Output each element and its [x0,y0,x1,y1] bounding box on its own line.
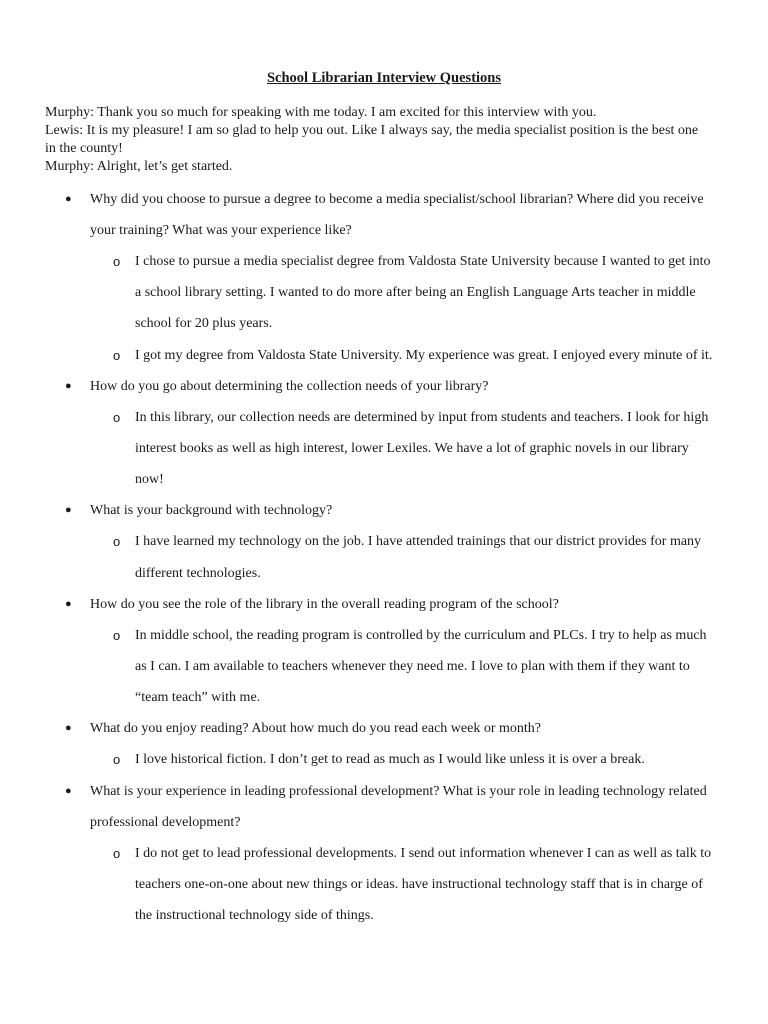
question-text: What do you enjoy reading? About how much do you read each week or month? [90,721,541,737]
circle-bullet-icon: o [113,534,121,550]
document-title: School Librarian Interview Questions [266,70,502,86]
question-text: How do you go about determining the collection needs of your library? [90,378,489,394]
circle-bullet-icon: o [113,409,121,425]
answer-item [0,620,713,714]
question-item [0,776,712,932]
answer-list [90,526,708,588]
bullet-icon: ● [65,722,72,735]
intro-dialogue [45,104,710,176]
question-text: Why did you choose to pursue a degree to become a media specialist/school librarian? Where did you receive your training? What was your experience like? [90,192,704,238]
answer-text: In middle school, the reading program is controlled by the curriculum and PLCs. I try to help as much as I can. I am available to teachers whenever they need me. I love to plan with them if they want to “team teach” with me. [135,627,707,706]
question-list [0,184,768,931]
bullet-icon: ● [65,379,72,392]
circle-bullet-icon: o [113,845,121,861]
answer-text: I have learned my technology on the job. I have attended trainings that our district provides for many different technologies. [135,534,702,581]
answer-list [90,246,713,371]
answer-list [90,620,708,714]
bullet-icon: ● [65,504,72,517]
answer-item [0,246,713,340]
answer-text: In this library, our collection needs are determined by input from students and teachers. I look for high interest books as well as high interest, lower Lexiles. We have a lot of graphic novels in our library now! [135,409,709,488]
answer-item [0,402,713,496]
question-text: How do you see the role of the library in the overall reading program of the school? [90,596,559,612]
question-item [0,589,708,714]
bullet-icon: ● [65,193,72,205]
circle-bullet-icon: o [113,752,121,768]
answer-text: I do not get to lead professional developments. I send out information whenever I can as well as talk to teachers one-on-one about new things or ideas. have instructional technology staff that is in charge of the instructional technology side of things. [135,845,712,924]
answer-list [90,838,712,932]
answer-item [0,526,713,588]
answer-item [0,838,713,932]
question-item [0,184,713,371]
intro-line: Murphy: Thank you so much for speaking with me today. I am excited for this interview with you. [45,105,597,120]
circle-bullet-icon: o [113,347,121,363]
answer-text: I love historical fiction. I don’t get to read as much as I would like unless it is over a break. [135,752,645,768]
circle-bullet-icon: o [113,627,121,643]
answer-item [0,744,713,775]
answer-text: I got my degree from Valdosta State University. My experience was great. I enjoyed every minute of it. [135,347,713,363]
bullet-icon: ● [65,784,72,797]
question-text: What is your background with technology? [90,503,333,519]
answer-text: I chose to pursue a media specialist degree from Valdosta State University because I wanted to get into a school library setting. I wanted to do more after being an English Language Arts teacher in middle school for 20 plus years. [135,254,711,332]
answer-list [90,744,708,775]
answer-item [0,340,713,371]
bullet-icon: ● [65,597,72,610]
answer-list [90,402,708,496]
question-item [0,495,708,588]
intro-line: Lewis: It is my pleasure! I am so glad to help you out. Like I always say, the media specialist position is the best one in the county! [45,123,699,156]
question-text: What is your experience in leading professional development? What is your role in leading technology related professional development? [90,783,707,830]
question-item [0,371,708,496]
question-item [0,713,708,775]
intro-line: Murphy: Alright, let’s get started. [45,159,233,174]
circle-bullet-icon: o [113,254,121,269]
